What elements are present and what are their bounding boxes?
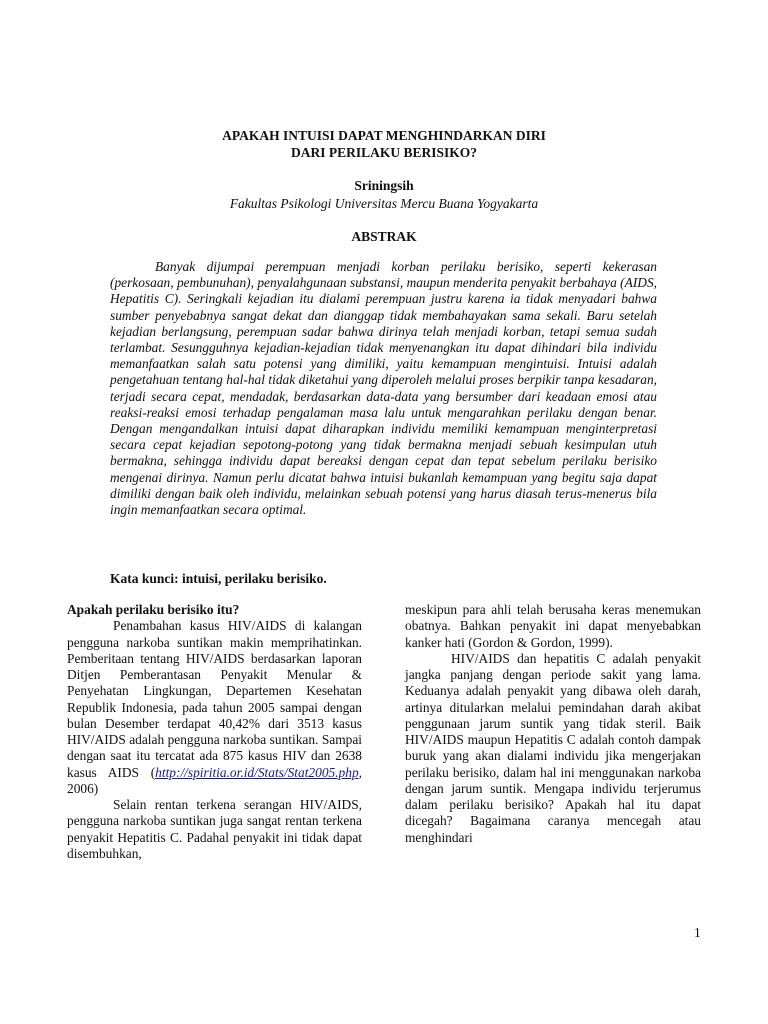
page-number: 1	[694, 925, 701, 940]
left-paragraph-1-text: Penambahan kasus HIV/AIDS di kalangan pengguna narkoba suntikan makin memprihatinkan. Pemberitaan tentang HIV/AIDS berdasarkan laporan Ditjen Pemberantasan Penyakit Menular & Penyehatan Lingkungan, Departemen Kesehatan Republik Indonesia, pada tahun 2005 sampai dengan bulan Desember terdapat 40,42% dari 3513 kasus HIV/AIDS adalah pengguna narkoba suntikan. Sampai dengan saat itu tercatat ada 875 kasus HIV dan 2638 kasus AIDS (	[67, 618, 362, 780]
abstract-body: Banyak dijumpai perempuan menjadi korban perilaku berisiko, seperti kekerasan (perkosaan, pembunuhan), penyalahgunaan substansi, maupun menderita penyakit berbahaya (AIDS, Hepatitis C). Seringkali kejadian itu dialami perempuan justru karena ia tidak menyadari bahwa sumber penyebabnya sangat dekat dan dianggap tidak membahayakan sama sekali. Baru setelah kejadian berlangsung, perempuan sadar bahwa dirinya telah menjadi korban, tetapi semua sudah terlambat. Sesungguhnya kejadian-kejadian tidak menyenangkan itu dapat dihindari bila individu memanfaatkan salah satu potensi yang dimiliki, yaitu kemampuan mengintuisi. Intuisi adalah pengetahuan tentang hal-hal tidak diketahui yang diperoleh melalui proses berpikir tanpa kesadaran, terjadi secara cepat, mendadak, berdasarkan data-data yang bersumber dari keadaan emosi atau reaksi-reaksi emosi terhadap pengalaman masa lalu untuk mengarahkan perilaku dengan benar. Dengan mengandalkan intuisi dapat diharapkan individu memiliki kemampuan menginterpretasi secara cepat kejadian sepotong-potong yang tidak bermakna menjadi sebuah kesimpulan utuh bermakna, sehingga individu dapat bereaksi dengan cepat dan tepat sebelum perilaku berisiko mengenai dirinya. Namun perlu dicatat bahwa intuisi bukanlah kemampuan yang begitu saja dapat dimiliki dengan baik oleh individu, melainkan sebuah potensi yang harus diasah terus-menerus bila ingin memanfaatkan secara optimal.	[110, 259, 657, 518]
title-line-1: APAKAH INTUISI DAPAT MENGHINDARKAN DIRI	[222, 128, 546, 143]
paper-title	[0, 127, 768, 161]
right-paragraph-1: meskipun para ahli telah berusaha keras menemukan obatnya. Bahkan penyakit ini dapat menyebabkan kanker hati (Gordon & Gordon, 1999).	[405, 602, 701, 650]
section-heading: Apakah perilaku berisiko itu?	[67, 602, 240, 617]
left-column	[67, 602, 362, 862]
left-paragraph-2: Selain rentan terkena serangan HIV/AIDS, pengguna narkoba suntikan juga sangat rentan terkena penyakit Hepatitis C. Padahal penyakit ini tidak dapat disembuhkan,	[67, 797, 362, 861]
author-affiliation: Fakultas Psikologi Universitas Mercu Buana Yogyakarta	[229, 196, 539, 211]
abstract-heading: ABSTRAK	[351, 229, 417, 244]
right-column	[405, 602, 701, 846]
left-paragraph-1	[67, 618, 362, 797]
left-paragraph-1-tail: 2006)	[67, 780, 99, 796]
keywords: Kata kunci: intuisi, perilaku berisiko.	[110, 571, 327, 586]
title-line-2: DARI PERILAKU BERISIKO?	[290, 145, 478, 160]
source-link[interactable]: http://spiritia.or.id/Stats/Stat2005.php,	[155, 764, 362, 780]
right-paragraph-2: HIV/AIDS dan hepatitis C adalah penyakit jangka panjang dengan periode sakit yang lama. Keduanya adalah penyakit yang dibawa oleh darah, artinya ditularkan melalui pemindahan darah akibat penggunaan jarum suntik yang tidak steril. Baik HIV/AIDS maupun Hepatitis C adalah contoh dampak buruk yang akan dialami individu jika mengerjakan perilaku berisiko, dalam hal ini menggunakan narkoba dengan jarum suntik. Mengapa individu terjerumus dalam perilaku berisiko? Apakah hal itu dapat dicegah? Bagaimana caranya mencegah atau menghindari	[405, 650, 701, 845]
author-name: Sriningsih	[354, 178, 414, 193]
